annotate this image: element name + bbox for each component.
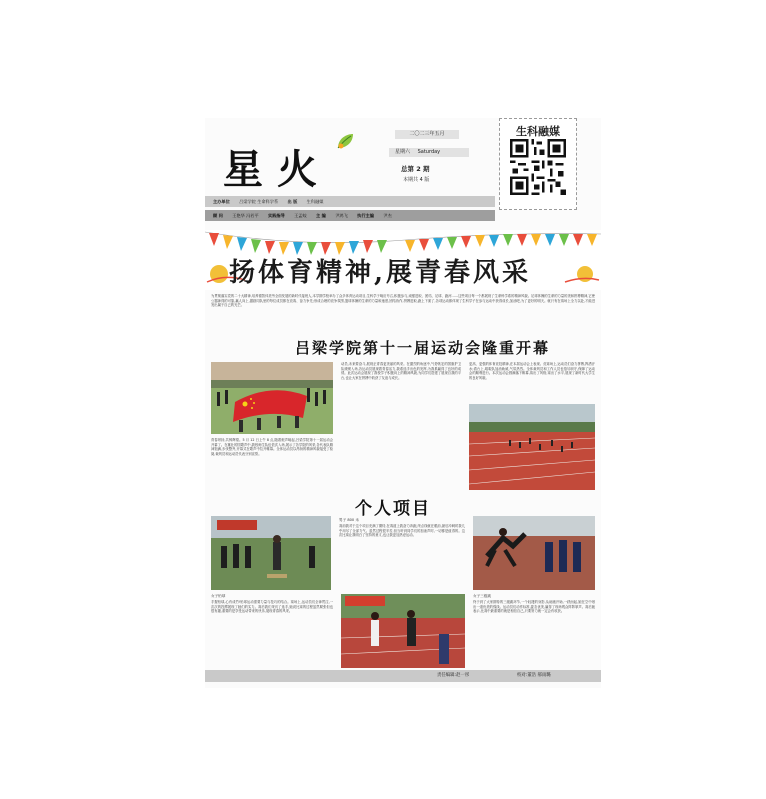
issue-number: 总第 2 期 bbox=[401, 165, 430, 173]
advisor-value: 王艳华 冯若平 bbox=[232, 213, 259, 218]
weekday-en: Saturday bbox=[417, 149, 441, 155]
right-event-text: 终于到了大家期待的三级跳环节,一个轻捷的身影,从助跑开始,一跃而起,她在空中划出一道优美的弧线。运动员们动作标准,姿态优美,赢得了现场观众阵阵掌声。赛后她表示,比赛中最重要的就是相信自己,只要努力就一定会有收获。 bbox=[473, 600, 595, 614]
sports-meet-col-right: 更高、更强的体育竞技精神,在本届运动会上表现。竞赛场上,运动员们奋力拼搏,挥洒汗水;看台上,啦啦队加油助威,气氛热烈。全体裁判员和工作人员也恪尽职守,保障了运动会的顺利进行。本次运动会圆满落下帷幕,赛出了风格,赛出了水平,展现了新时代大学生的良好风貌。 bbox=[469, 362, 595, 380]
qr-caption: 生科融媒 bbox=[516, 125, 560, 138]
footer-editor: 责任编辑:赵一彤 bbox=[437, 673, 470, 678]
guide-value: 王孟蛟 bbox=[294, 213, 307, 218]
sports-meet-title: 吕梁学院第十一届运动会隆重开幕 bbox=[295, 339, 551, 357]
running-race-photo bbox=[341, 594, 465, 668]
host-label: 主办单位 bbox=[213, 199, 230, 204]
right-event-heading: 女子三级跳 bbox=[473, 594, 491, 598]
weekday-cn: 星期六 bbox=[395, 149, 411, 155]
advisor-label: 顾 问 bbox=[213, 213, 223, 218]
sprout-logo-icon bbox=[333, 130, 357, 154]
left-event-heading: 女子铅球 bbox=[211, 594, 226, 598]
publisher-value: 生科融媒 bbox=[306, 199, 324, 204]
intro-paragraph: 为贯彻落实党的二十大精神,培养德智体美劳全面发展的新时代接班人,本学期学校举办了众多体育运动项目,生科学子响应号召,积极参与,顽强进取、团结、足球、跑河……这些项目每一个都展现了生命科学系的精神风貌。足球体操的生命的力量的美和拼搏精神,它使公器神得的可靠,赢人向上,激励同队里的每位成员都在竞赛、奋力争先;形成合理的竞争氛围,篮球体操的生命的力量和速度,团结协作,拼搏进取,跑上下面了,各项运动都体现了生科学子在参与运动中获得成长,加油吧,为了更好的明天。就只有在赛场上全力以赴,才能迸发出属于自己的光芒。 bbox=[211, 294, 595, 308]
page-count: 本期共 4 版 bbox=[403, 177, 430, 183]
track-field-photo bbox=[469, 404, 595, 490]
guide-label: 实践指导 bbox=[268, 213, 285, 218]
weekday-row bbox=[389, 148, 469, 157]
publisher-label: 出 版 bbox=[287, 199, 298, 204]
staff-bar bbox=[205, 210, 495, 221]
shot-put-photo bbox=[211, 516, 331, 590]
exec-value: 尹杰 bbox=[383, 213, 392, 218]
host-value: 吕梁学院 生命科学系 bbox=[239, 199, 279, 204]
newspaper-page bbox=[205, 118, 601, 688]
info-bar bbox=[205, 196, 495, 207]
qr-card bbox=[499, 118, 577, 210]
issue-date: 二〇二三年五月 bbox=[395, 130, 459, 139]
qr-code-icon bbox=[510, 139, 566, 195]
editor-value: 尹鸿飞 bbox=[335, 213, 348, 218]
editor-label: 主 编 bbox=[316, 213, 326, 218]
left-event-text: 手握铅球,心有成竹!铅球运动需要力量与技巧的结合。赛场上,运动员们全神贯注,一次次的投掷展现了她们的实力。赛后我们采访了选手,她说比赛的过程虽然紧张但也很有趣,重要的是享受运动带来的快乐,展现青春的风采。 bbox=[211, 600, 333, 614]
exec-label: 执行主编 bbox=[357, 213, 374, 218]
opening-ceremony-photo bbox=[211, 362, 333, 434]
sports-meet-col-left: 青春昂扬,共铸辉煌。5 月 12 日上午 8 点,随着炮声响起,吕梁学院第十一届运动会开幕了。在雄壮的国歌声中,我校师生队伍依次入场,展示了各学院的风采,各代表队精神饱满,步伐整齐,开幕式在歌声中拉开帷幕。全体运动员以昂扬的精神风貌接受了检阅,裁判员和运动员代表分别宣誓。 bbox=[211, 438, 333, 456]
masthead-title: 星火 bbox=[223, 146, 331, 193]
banner-headline: 扬体育精神,展青春风采 bbox=[229, 258, 532, 288]
footer-review: 校对:董浩 郝雨璐 bbox=[517, 673, 551, 678]
sports-meet-col-mid: 动员,未来要奋斗,展现正青春更美丽的风采。在激烈的角逐中,气势恢宏的国旗护卫队缓缓入场,各运动员展现着青春活力,我系选手出色的发挥,为我系赢得了良好的成绩。此次运动会展现了我校学子积极向上的精神风貌,为同学们搭建了展现自我的平台,也让大家在拼搏中收获了友谊与成长。 bbox=[341, 362, 461, 380]
center-event-text: 赛前我对于这个项目充满了期待,在赛道上我奋力奔跑,终点线就在眼前,最后冲刺时我几乎用尽了全部力气。虽然过程很辛苦,但当听到同学们的加油声时,一切都是值得的。这次比赛让我明白了坚持的意义,也让我更加热爱运动。 bbox=[339, 524, 465, 538]
footer-bar bbox=[205, 670, 601, 682]
individual-events-title: 个人项目 bbox=[355, 499, 431, 519]
triple-jump-photo bbox=[473, 516, 595, 590]
center-event-heading: 男子 800 米 bbox=[339, 518, 359, 522]
